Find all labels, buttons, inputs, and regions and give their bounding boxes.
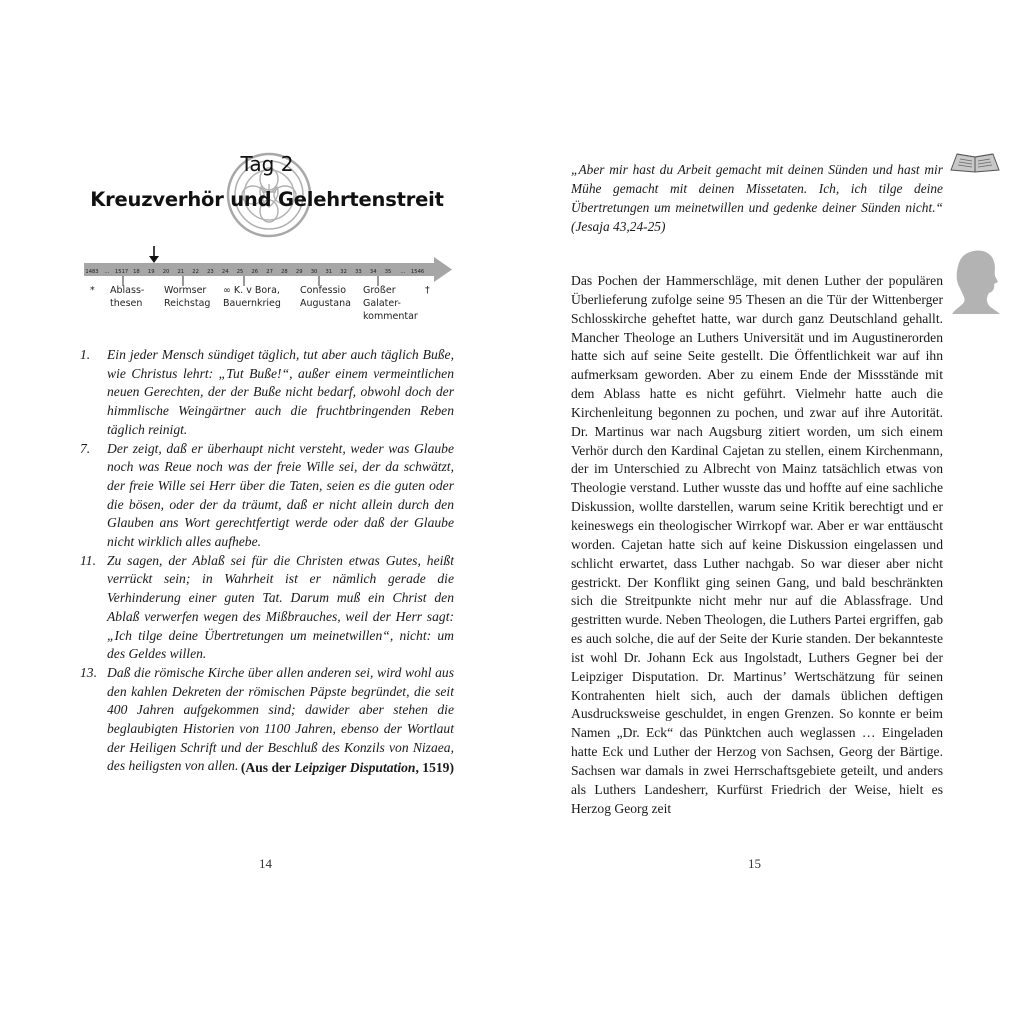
timeline-tick-label: 29 xyxy=(295,269,303,275)
timeline-tick-label: 24 xyxy=(221,269,229,275)
page-number-right: 15 xyxy=(748,856,761,871)
timeline-tick-label: 31 xyxy=(325,269,333,275)
timeline-marker-arrow-icon xyxy=(149,246,159,263)
timeline-death-symbol: † xyxy=(425,285,430,296)
timeline-tick-label: 30 xyxy=(310,269,318,275)
thesis-number: 11. xyxy=(80,552,96,568)
timeline-tick-label: ... xyxy=(104,269,110,275)
luther-silhouette-icon xyxy=(950,248,1004,314)
timeline-tick-label: 35 xyxy=(384,269,392,275)
timeline-tick-label: 28 xyxy=(281,269,288,275)
timeline-tick-label: 32 xyxy=(340,269,347,275)
thesis-number: 1. xyxy=(80,347,91,362)
timeline-tick-label: 19 xyxy=(147,269,155,275)
timeline-tick-label: 25 xyxy=(236,269,244,275)
thesis-text: Zu sagen, der Ablaß sei für die Christen etwas Gutes, heißt verrückt sein; in Wahrheit ist er nämlich gerade die Verhinderung einer guten Tat. Darum muß ein Christ den Ablaß verwerfen wegen des Mißbrauches, weil der Herr sagt: „Ich tilge deine Übertretungen um meinetwillen“, nicht: um des Geldes willen. xyxy=(107,552,454,662)
timeline-tick-label: 21 xyxy=(177,269,185,275)
thesis-item xyxy=(80,552,454,664)
thesis-item xyxy=(80,346,454,440)
source-citation xyxy=(80,760,454,776)
body-text: Das Pochen der Hammerschläge, mit denen Luther der populären Überlieferung zufolge seine 95 Thesen an die Tür der Wittenberger Schlosskirche geheftet hatte, war durch ganz Deutschland gehallt. Mancher Theologe an Luthers Universität und im Augustinerorden hatte sich auf seine Seite gestellt. Die Öffentlichkeit war auf ihn aufmerksam geworden. Aber zu einem Ende der Missstände mit dem Ablass hatte es nicht geführt. Vielmehr hatte auch die Kirchenleitung begonnen zu pochen, und zwar auf ihre Autorität. Dr. Martinus war nach Augsburg zitiert worden, um sich einem Verhör durch den Kardinal Cajetan zu stellen, einem Kirchenmann, der im Unterschied zu Albrecht von Mainz tatsächlich etwas von Theologie verstand. Luther wusste das und hoffte auf eine sachliche Diskussion, wollte darstellen, warum seine Kritik berechtigt und er keineswegs ein theologischer Wirrkopf war. Aber er war enttäuscht worden. Cajetan hatte sich auf keine Diskussion eingelassen und schlicht erwartet, dass Luther nachgab. So war dieser aber nicht gestrickt. Der Konflikt ging seinen Gang, und bald beschränkten sich die Streitpunkte nicht mehr nur auf die Ablassfrage. Und gestritten wurde. Neben Theologen, die Luthers Partei ergriffen, gab es auch solche, die auf der Seite der Kurie standen. Der bekannteste ist wohl Dr. Johann Eck aus Ingolstadt, Luthers Gegner bei der Leipziger Disputation. Dr. Martinus’ Wertschätzung für seinen Kontrahenten hielt sich, auch der damals üblichen deftigen Ausdrucksweise geschuldet, in engen Grenzen. So konnte er beim Namen „Dr. Eck“ das Pünktchen auch weglassen … Eingeladen hatte Eck und Luther der Herzog von Sachsen, Georg der Bärtige. Sachsen war damals in zwei Herrschaftsgebiete geteilt, und anders als Luthers Landesherr, Kurfürst Friedrich der Weise, hielt es Herzog Georg zeit xyxy=(571,273,943,816)
timeline-event-confessio-augustana: Confessio Augustana xyxy=(300,285,351,309)
thesis-text: Der zeigt, daß er überhaupt nicht versteht, weder was Glaube noch was Reue noch was der freie Wille sei, der da schwätzt, der freie Wille sei Herr über die Taten, seien es die guten oder die bösen, oder der da träumt, daß er nicht allein durch den Glauben ans Wort gerechtfertigt werde oder daß der Glaube nicht wirklich alles aufhebe. xyxy=(107,440,454,550)
timeline-tick-label: 34 xyxy=(369,269,377,275)
timeline xyxy=(82,244,454,344)
thesis-number: 13. xyxy=(80,664,97,680)
timeline-tick-label: ... xyxy=(400,269,406,275)
timeline-tick-label: 1546 xyxy=(410,269,425,275)
thesis-number: 7. xyxy=(80,440,91,456)
source-work-title: Leipziger Disputation xyxy=(294,760,416,775)
chapter-title: Kreuzverhör und Gelehrtenstreit xyxy=(90,188,444,211)
timeline-event-galaterkommentar: Großer Galater- kommentar xyxy=(363,285,418,322)
timeline-tick-label: 23 xyxy=(207,269,214,275)
timeline-bar xyxy=(82,244,454,288)
timeline-tick-label: 27 xyxy=(266,269,273,275)
timeline-event-bora-bauernkrieg: ∞ K. v Bora, Bauernkrieg xyxy=(223,285,281,309)
timeline-birth-symbol: * xyxy=(90,285,95,296)
timeline-event-ablassthesen: Ablass- thesen xyxy=(110,285,145,309)
thesis-item xyxy=(80,440,454,552)
timeline-tick-label: 33 xyxy=(355,269,362,275)
timeline-tick-label: 20 xyxy=(162,269,170,275)
timeline-event-wormser-reichstag: Wormser Reichstag xyxy=(164,285,211,309)
bible-icon xyxy=(948,150,1002,174)
thesis-text: Daß die römische Kirche über allen anderen sei, wird wohl aus den kahlen Dekreten der römischen Päpste begründet, die seit 400 Jahren aufgekommen sind; dawider aber stehen die beglaubigten Historien von 1100 Jahren, ebenso der Wortlaut der Heiligen Schrift und der Beschluß des Konzils von Nizaea, des heiligsten von allen. xyxy=(107,664,454,774)
source-prefix: (Aus der xyxy=(240,760,295,775)
page-number-left: 14 xyxy=(259,856,272,871)
timeline-tick-label: 26 xyxy=(251,269,259,275)
day-label: Tag 2 xyxy=(240,152,294,176)
theses-list xyxy=(80,346,454,776)
bible-quote: „Aber mir hast du Arbeit gemacht mit deinen Sünden und hast mir Mühe gemacht mit deinen Missetaten. Ich, ich tilge deine Übertretungen um meinetwillen und gedenke deiner Sünden nicht.“ (Jesaja 43,24-25) xyxy=(571,162,943,234)
source-suffix: , 1519) xyxy=(415,760,454,775)
timeline-tick-label: 1483 xyxy=(85,269,99,275)
timeline-tick-label: 22 xyxy=(192,269,199,275)
thesis-text: Ein jeder Mensch sündiget täglich, tut aber auch täglich Buße, wie Christus lehrt: „Tut Buße!“, außer einem vermeintlichen neuen Gerechten, der der Buße nicht bedarf, obwohl doch der himmlische Weingärtner auch die fruchtbringenden Reben täglich reinigt. xyxy=(107,347,454,437)
timeline-tick-label: 18 xyxy=(133,269,140,275)
timeline-tick-label: 1517 xyxy=(114,269,129,275)
